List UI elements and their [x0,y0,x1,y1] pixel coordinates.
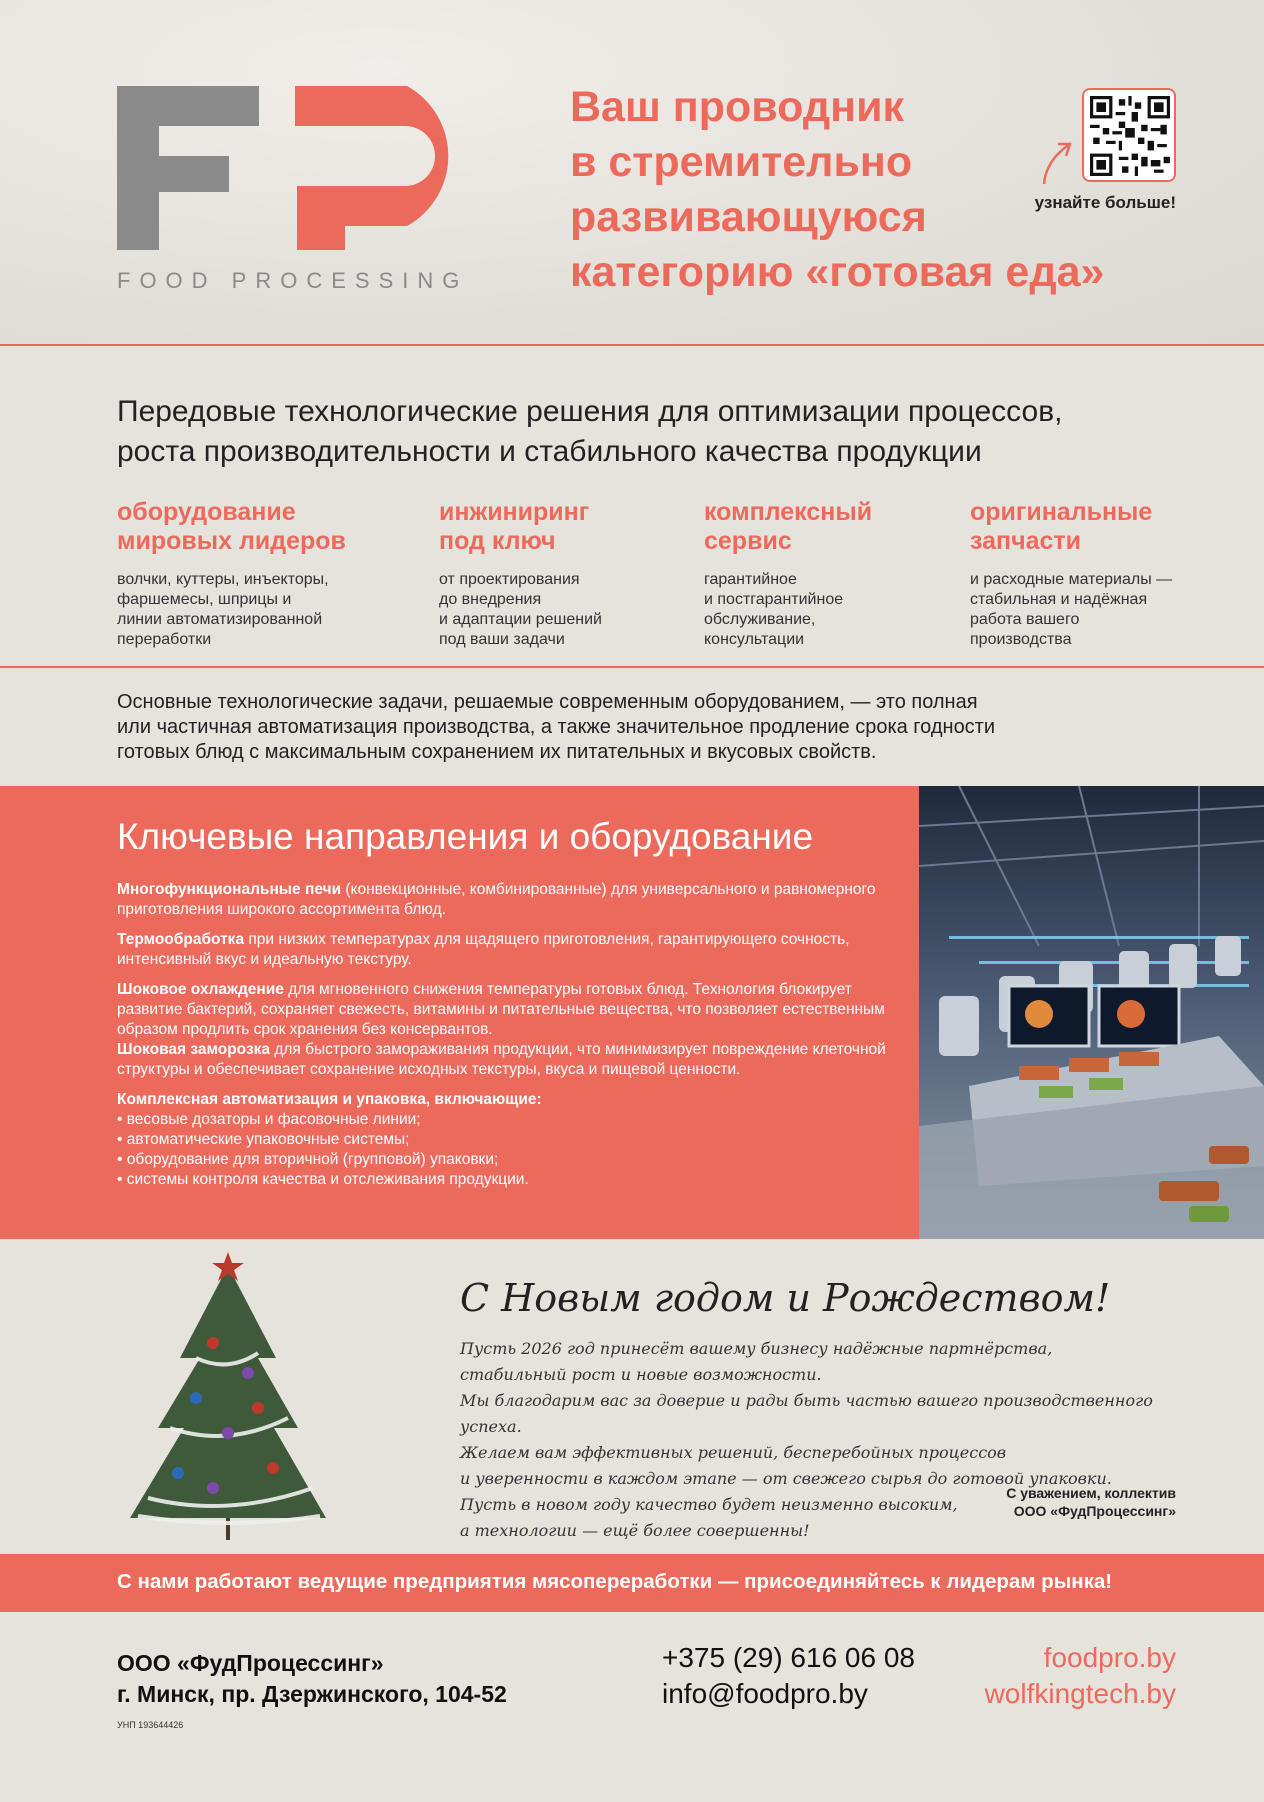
factory-image [919,786,1264,1239]
qr-label: узнайте больше! [1034,193,1176,212]
factory-illustration-icon [919,786,1264,1239]
qr-code[interactable] [1082,88,1176,182]
greeting-signature: С уважением, коллектив ООО «ФудПроцессинг» [1006,1485,1176,1519]
automation-list [117,1110,917,1190]
arrow-icon [1036,138,1076,188]
company-info [117,1648,507,1710]
intro-text: Передовые технологические решения для оптимизации процессов, роста производительности и стабильного качества продукции [117,395,1063,468]
company-name: ООО «ФудПроцессинг» [117,1650,384,1676]
company-address: г. Минск, пр. Дзержинского, 104-52 [117,1681,507,1707]
feature-title: инжиниринг под ключ [439,498,590,555]
tasks-text: Основные технологические задачи, решаемые современным оборудованием, — это полная или частичная автоматизация производства, а также значительное продление срока годности готовых блюд с максимальным сохранением их питательных и вкусовых свойств. [117,691,996,763]
qr-code-icon [1090,96,1170,176]
websites [900,1640,1176,1712]
list-item: • оборудование для вторичной (групповой) упаковки; [117,1150,917,1170]
list-item: • системы контроля качества и отслеживания продукции. [117,1170,917,1190]
key-directions-section [0,786,919,1239]
banner [0,1554,1264,1612]
divider [0,666,1264,668]
automation-title: Комплексная автоматизация и упаковка, включающие: [117,1091,542,1108]
headline: Ваш проводник в стремительно развивающуюся категорию «готовая еда» [570,83,1105,296]
feature-service [704,498,964,650]
banner-text: С нами работают ведущие предприятия мясопереработки — присоединяйтесь к лидерам рынка! [117,1570,1113,1593]
contacts [662,1640,915,1712]
feature-text: от проектирования до внедрения и адаптации решений под ваши задачи [439,571,602,648]
header [0,0,1264,346]
feature-text: гарантийное и постгарантийное обслуживание, консультации [704,571,844,648]
site-link-foodpro[interactable]: foodpro.by [1043,1642,1176,1673]
direction-item: Шоковое охлаждение для мгновенного снижения температуры готовых блюд. Технология блокирует развитие бактерий, сохраняет свежесть, витамины и питательные вещества, что позволяет естественным образом продлить срок хранения без консервантов. [117,981,885,1038]
feature-text: волчки, куттеры, инъекторы, фаршемесы, шприцы и линии автоматизированной переработки [117,571,329,648]
greeting-title: С Новым годом и Рождеством! [460,1276,1111,1320]
feature-text: и расходные материалы — стабильная и надёжная работа вашего производства [970,571,1173,648]
site-link-wolfking[interactable]: wolfkingtech.by [984,1678,1176,1709]
phone-link[interactable]: +375 (29) 616 06 08 [662,1642,915,1673]
feature-engineering [439,498,699,650]
feature-title: комплексный сервис [704,498,873,555]
feature-parts [970,498,1230,650]
feature-equipment [117,498,377,650]
key-directions-list [117,880,917,1190]
logo-subtitle: FOOD PROCESSING [117,268,469,293]
feature-title: оборудование мировых лидеров [117,498,346,555]
direction-item: Многофункциональные печи (конвекционные, комбинированные) для универсального и равномерного приготовления широкого ассортимента блюд. [117,881,876,918]
direction-item: Шоковая заморозка для быстрого замораживания продукции, что минимизирует повреждение клеточной структуры и обеспечивает сохранение исходных текстуры, вкуса и пищевой ценности. [117,1041,886,1078]
list-item: • весовые дозаторы и фасовочные линии; [117,1110,917,1130]
list-item: • автоматические упаковочные системы; [117,1130,917,1150]
company-unp: УНП 193644426 [117,1720,184,1730]
fp-logo-icon [117,86,497,256]
section-title: Ключевые направления и оборудование [117,816,814,857]
direction-item: Термообработка при низких температурах для щадящего приготовления, гарантирующего сочность, интенсивный вкус и идеальную текстуру. [117,931,850,968]
email-link[interactable]: info@foodpro.by [662,1678,868,1709]
greeting-text: Пусть 2026 год принесёт вашему бизнесу надёжные партнёрства, стабильный рост и новые возможности. Мы благодарим вас за доверие и рады быть частью вашего производственного успеха. Желаем вам эффективных решений, бесперебойных процессов и уверенности в каждом этапе — от свежего сырья до готовой упаковки. Пусть в новом году качество будет неизменно высоким, а технологии — ещё более совершенны! [460,1339,1153,1540]
christmas-tree-icon [108,1248,348,1548]
feature-title: оригинальные запчасти [970,498,1153,555]
